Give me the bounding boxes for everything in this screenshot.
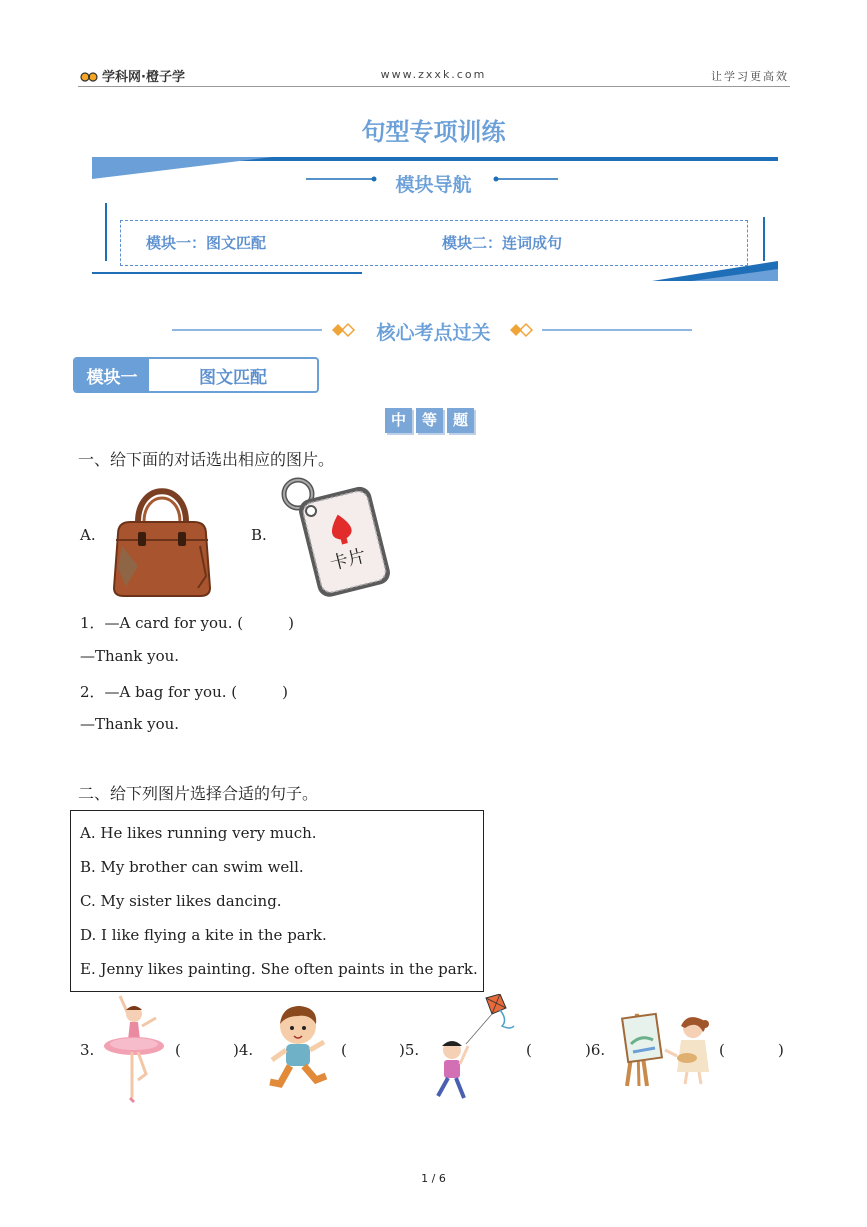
site-slogan: 让学习更高效	[711, 70, 789, 83]
difficulty-char: 等	[416, 408, 443, 433]
question-2-reply: —Thank you.	[80, 715, 180, 733]
logo-text: 学科网·橙子学	[102, 70, 185, 85]
answer-blank-5-open[interactable]: (	[526, 1041, 532, 1059]
header-divider	[78, 86, 790, 87]
question-5-label: )5.	[399, 1041, 420, 1059]
module-tag	[73, 357, 319, 393]
sentence-option-b: B. My brother can swim well.	[80, 858, 304, 876]
module-name: 图文匹配	[199, 367, 267, 388]
answer-blank-4-open[interactable]: (	[341, 1041, 347, 1059]
kite-girl-image	[430, 994, 522, 1104]
nav-item-module2[interactable]: 模块二：连词成句	[442, 234, 563, 252]
sentence-option-d: D. I like flying a kite in the park.	[80, 926, 327, 944]
card-image	[278, 474, 396, 598]
question-4-label: )4.	[233, 1041, 254, 1059]
running-boy-image	[266, 1002, 332, 1094]
difficulty-char: 中	[385, 408, 412, 433]
handbag-image	[108, 476, 216, 598]
sentence-option-e: E. Jenny likes painting. She often paints in the park.	[80, 960, 478, 978]
section2-heading: 二、给下列图片选择合适的句子。	[78, 784, 319, 803]
section1-heading: 一、给下面的对话选出相应的图片。	[78, 450, 335, 469]
core-heading: 核心考点过关	[376, 322, 491, 344]
page-number: 1 / 6	[421, 1172, 446, 1185]
answer-blank-6-close: )	[778, 1041, 784, 1059]
question-2: 2．—A bag for you. ( )	[80, 683, 288, 701]
dancer-image	[102, 994, 168, 1104]
nav-heading: 模块导航	[395, 174, 472, 196]
difficulty-char: 题	[447, 408, 474, 433]
page-title: 句型专项训练	[361, 118, 506, 146]
site-url: www.zxxk.com	[380, 68, 487, 81]
sentence-option-a: A. He likes running very much.	[80, 824, 317, 842]
answer-blank-6-open[interactable]: (	[719, 1041, 725, 1059]
question-6-label: )6.	[585, 1041, 606, 1059]
question-1: 1．—A card for you. ( )	[80, 614, 294, 632]
painting-girl-image	[617, 1006, 713, 1088]
question-3-label: 3.	[80, 1041, 95, 1059]
option-label-a: A.	[80, 526, 96, 544]
question-1-reply: —Thank you.	[80, 647, 180, 665]
card-text: 卡片	[327, 545, 368, 575]
difficulty-badge	[385, 408, 474, 433]
sentence-option-c: C. My sister likes dancing.	[80, 892, 282, 910]
module-number: 模块一	[75, 359, 149, 391]
nav-item-module1[interactable]: 模块一：图文匹配	[146, 234, 267, 252]
option-label-b: B.	[251, 526, 267, 544]
answer-blank-3-open[interactable]: (	[175, 1041, 181, 1059]
